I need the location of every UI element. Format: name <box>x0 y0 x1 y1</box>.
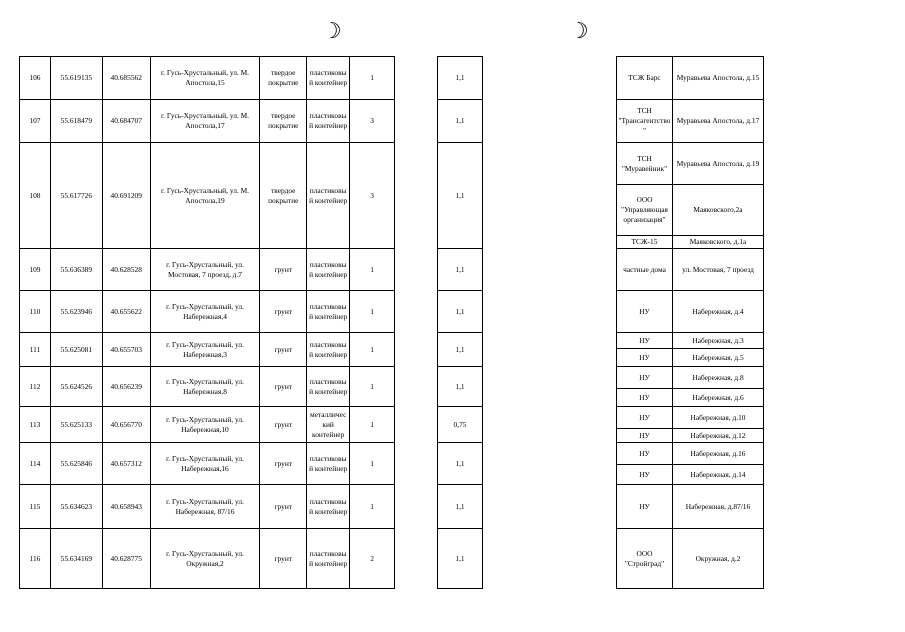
table-row <box>20 529 395 589</box>
container-type-cell: пластиковый контейнер <box>307 291 350 333</box>
owner-org-cell: ТСЖ Барс <box>617 57 673 100</box>
table-row <box>20 443 395 485</box>
address-cell: г. Гусь-Хрустальный, ул. Набережная,4 <box>150 291 260 333</box>
surface-cell: грунт <box>260 407 307 443</box>
page-mark-left: ☽ <box>322 18 342 43</box>
table-row <box>438 367 483 407</box>
volume-cell: 1,1 <box>438 291 483 333</box>
surface-cell: твердое покрытие <box>260 143 307 249</box>
volume-cell: 0,75 <box>438 407 483 443</box>
owner-address-cell: Окружная, д.2 <box>673 529 764 589</box>
container-type-cell: пластиковый контейнер <box>307 249 350 291</box>
row-number: 109 <box>20 249 51 291</box>
table-row <box>20 57 395 100</box>
address-cell: г. Гусь-Хрустальный, ул. Набережная,10 <box>150 407 260 443</box>
address-cell: г. Гусь-Хрустальный, ул. Набережная,3 <box>150 333 260 367</box>
address-cell: г. Гусь-Хрустальный, ул. Мостовая, 7 проезд, д.7 <box>150 249 260 291</box>
volume-cell: 1,1 <box>438 57 483 100</box>
table-row <box>438 529 483 589</box>
longitude-cell: 40.656770 <box>102 407 150 443</box>
address-cell: г. Гусь-Хрустальный, ул. Набережная,16 <box>150 443 260 485</box>
owner-org-cell: НУ <box>617 291 673 333</box>
volume-cell: 1,1 <box>438 443 483 485</box>
table-row <box>438 291 483 333</box>
table-row <box>617 529 764 589</box>
table-row <box>20 291 395 333</box>
table-row <box>617 429 764 443</box>
latitude-cell: 55.636389 <box>50 249 102 291</box>
table-row <box>438 407 483 443</box>
table-row <box>617 143 764 185</box>
row-number: 108 <box>20 143 51 249</box>
row-number: 111 <box>20 333 51 367</box>
address-cell: г. Гусь-Хрустальный, ул. М. Апостола,15 <box>150 57 260 100</box>
owner-org-cell: НУ <box>617 485 673 529</box>
table-row <box>438 57 483 100</box>
row-number: 110 <box>20 291 51 333</box>
surface-cell: грунт <box>260 333 307 367</box>
owner-address-cell: Маяковского,2а <box>673 185 764 236</box>
table-row <box>617 443 764 465</box>
table-row <box>438 485 483 529</box>
surface-cell: грунт <box>260 367 307 407</box>
table-row <box>20 485 395 529</box>
volume-cell: 1,1 <box>438 333 483 367</box>
latitude-cell: 55.618479 <box>50 100 102 143</box>
table-row <box>20 333 395 367</box>
container-count-cell: 1 <box>350 443 395 485</box>
container-type-cell: пластиковый контейнер <box>307 367 350 407</box>
latitude-cell: 55.634623 <box>50 485 102 529</box>
owner-org-cell: НУ <box>617 443 673 465</box>
container-count-cell: 1 <box>350 333 395 367</box>
container-type-cell: пластиковый контейнер <box>307 529 350 589</box>
latitude-cell: 55.625846 <box>50 443 102 485</box>
table-row <box>20 249 395 291</box>
main-table-area <box>19 56 395 568</box>
container-type-cell: пластиковый контейнер <box>307 485 350 529</box>
table-row <box>438 249 483 291</box>
row-number: 114 <box>20 443 51 485</box>
table-row <box>438 333 483 367</box>
surface-cell: грунт <box>260 529 307 589</box>
table-row <box>617 333 764 349</box>
owner-org-cell: ТСЖ-15 <box>617 236 673 249</box>
table-row <box>617 485 764 529</box>
container-count-cell: 1 <box>350 57 395 100</box>
table-row <box>617 100 764 143</box>
longitude-cell: 40.628775 <box>102 529 150 589</box>
container-count-cell: 2 <box>350 529 395 589</box>
table-row <box>617 236 764 249</box>
owner-org-cell: НУ <box>617 465 673 485</box>
longitude-cell: 40.656239 <box>102 367 150 407</box>
table-row <box>617 57 764 100</box>
table-row <box>617 349 764 367</box>
owner-address-cell: Набережная, д.14 <box>673 465 764 485</box>
owner-address-cell: Набережная, д.87/16 <box>673 485 764 529</box>
table-row <box>617 465 764 485</box>
surface-cell: грунт <box>260 291 307 333</box>
address-cell: г. Гусь-Хрустальный, ул. Набережная,8 <box>150 367 260 407</box>
longitude-cell: 40.628528 <box>102 249 150 291</box>
table-row <box>617 249 764 291</box>
latitude-cell: 55.619135 <box>50 57 102 100</box>
container-count-cell: 3 <box>350 143 395 249</box>
owner-address-cell: ул. Мостовая, 7 проезд <box>673 249 764 291</box>
table-row <box>617 407 764 429</box>
container-count-cell: 1 <box>350 249 395 291</box>
surface-cell: грунт <box>260 249 307 291</box>
volume-cell: 1,1 <box>438 143 483 249</box>
longitude-cell: 40.655622 <box>102 291 150 333</box>
volume-cell: 1,1 <box>438 100 483 143</box>
longitude-cell: 40.684707 <box>102 100 150 143</box>
owner-org-cell: ТСН "Муравейник" <box>617 143 673 185</box>
table-row <box>438 443 483 485</box>
owner-address-cell: Муравьева Апостола, д.19 <box>673 143 764 185</box>
page-mark-right: ☽ <box>569 18 589 43</box>
owner-address-cell: Муравьева Апостола, д.17 <box>673 100 764 143</box>
row-number: 115 <box>20 485 51 529</box>
surface-cell: твердое покрытие <box>260 100 307 143</box>
owner-org-cell: НУ <box>617 407 673 429</box>
volume-table-area <box>437 56 483 562</box>
longitude-cell: 40.657312 <box>102 443 150 485</box>
container-type-cell: пластиковый контейнер <box>307 333 350 367</box>
address-cell: г. Гусь-Хрустальный, ул. М. Апостола,19 <box>150 143 260 249</box>
surface-cell: твердое покрытие <box>260 57 307 100</box>
latitude-cell: 55.625133 <box>50 407 102 443</box>
address-cell: г. Гусь-Хрустальный, ул. М. Апостола,17 <box>150 100 260 143</box>
latitude-cell: 55.625081 <box>50 333 102 367</box>
longitude-cell: 40.658943 <box>102 485 150 529</box>
address-cell: г. Гусь-Хрустальный, ул. Набережная, 87/16 <box>150 485 260 529</box>
table-row <box>438 143 483 249</box>
owner-address-cell: Набережная, д.3 <box>673 333 764 349</box>
owner-address-cell: Набережная, д.4 <box>673 291 764 333</box>
latitude-cell: 55.623946 <box>50 291 102 333</box>
volume-cell: 1,1 <box>438 249 483 291</box>
latitude-cell: 55.617726 <box>50 143 102 249</box>
longitude-cell: 40.691209 <box>102 143 150 249</box>
longitude-cell: 40.655703 <box>102 333 150 367</box>
latitude-cell: 55.634169 <box>50 529 102 589</box>
table-row <box>617 185 764 236</box>
owner-address-cell: Набережная, д.12 <box>673 429 764 443</box>
volume-cell: 1,1 <box>438 367 483 407</box>
owner-address-cell: Набережная, д.6 <box>673 389 764 407</box>
owner-org-cell: НУ <box>617 367 673 389</box>
container-type-cell: пластиковый контейнер <box>307 143 350 249</box>
latitude-cell: 55.624526 <box>50 367 102 407</box>
container-volume-table <box>437 56 483 589</box>
owner-address-cell: Набережная, д.5 <box>673 349 764 367</box>
table-row <box>20 143 395 249</box>
volume-cell: 1,1 <box>438 485 483 529</box>
container-type-cell: пластиковый контейнер <box>307 57 350 100</box>
owner-org-cell: ТСН "Трансагентство" <box>617 100 673 143</box>
container-count-cell: 3 <box>350 100 395 143</box>
table-row <box>438 100 483 143</box>
owner-org-cell: частные дома <box>617 249 673 291</box>
longitude-cell: 40.685562 <box>102 57 150 100</box>
owner-org-cell: НУ <box>617 349 673 367</box>
table-row <box>20 367 395 407</box>
owner-address-cell: Набережная, д.8 <box>673 367 764 389</box>
container-type-cell: пластиковый контейнер <box>307 443 350 485</box>
owner-address-cell: Маяковского, д.1а <box>673 236 764 249</box>
address-cell: г. Гусь-Хрустальный, ул. Окружная,2 <box>150 529 260 589</box>
volume-cell: 1,1 <box>438 529 483 589</box>
table-row <box>617 291 764 333</box>
owners-table-area <box>616 56 764 568</box>
container-type-cell: металлический контейнер <box>307 407 350 443</box>
owner-org-cell: НУ <box>617 333 673 349</box>
source-owners-table <box>616 56 764 589</box>
row-number: 107 <box>20 100 51 143</box>
owner-address-cell: Муравьева Апостола, д.15 <box>673 57 764 100</box>
owner-address-cell: Набережная, д.10 <box>673 407 764 429</box>
surface-cell: грунт <box>260 443 307 485</box>
table-row <box>20 100 395 143</box>
container-count-cell: 1 <box>350 407 395 443</box>
owner-address-cell: Набережная, д.16 <box>673 443 764 465</box>
container-sites-table <box>19 56 395 589</box>
owner-org-cell: ООО "Управляющая организация" <box>617 185 673 236</box>
owner-org-cell: НУ <box>617 389 673 407</box>
container-count-cell: 1 <box>350 291 395 333</box>
owner-org-cell: НУ <box>617 429 673 443</box>
table-row <box>617 367 764 389</box>
surface-cell: грунт <box>260 485 307 529</box>
container-count-cell: 1 <box>350 485 395 529</box>
container-count-cell: 1 <box>350 367 395 407</box>
table-row <box>20 407 395 443</box>
row-number: 106 <box>20 57 51 100</box>
owner-org-cell: ООО "Стройград" <box>617 529 673 589</box>
row-number: 116 <box>20 529 51 589</box>
table-row <box>617 389 764 407</box>
row-number: 113 <box>20 407 51 443</box>
row-number: 112 <box>20 367 51 407</box>
container-type-cell: пластиковый контейнер <box>307 100 350 143</box>
